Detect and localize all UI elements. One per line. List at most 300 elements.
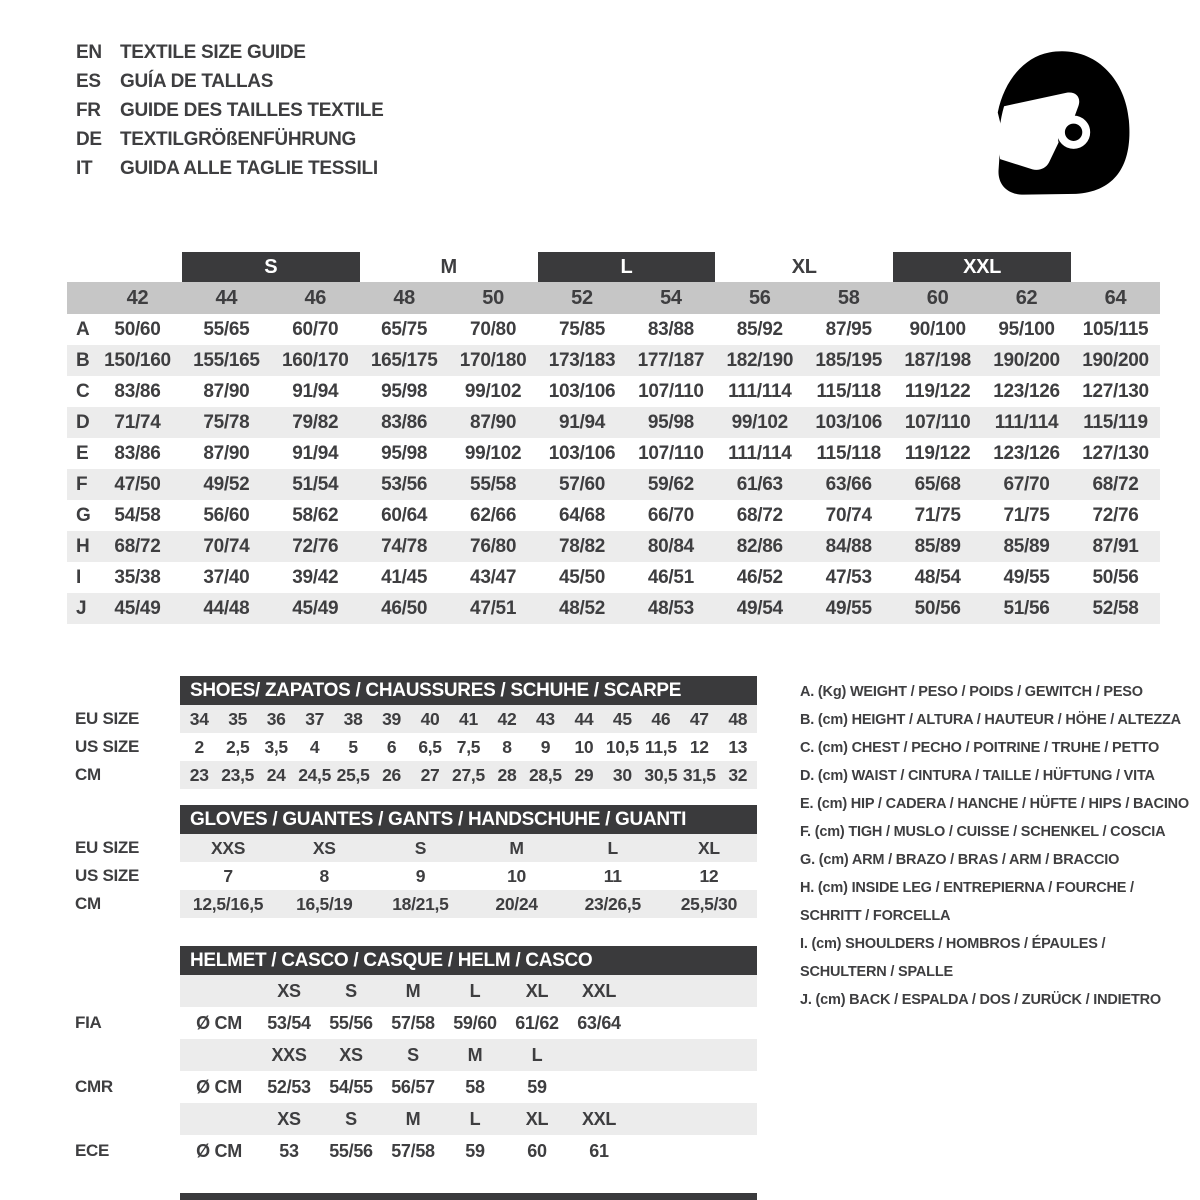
legend-i: I. (cm) SHOULDERS / HOMBROS / ÉPAULES /: [800, 936, 1106, 952]
value-cell: 76/80: [449, 531, 538, 562]
value-cell: 59: [527, 1077, 547, 1097]
language-row: [76, 67, 383, 96]
value-cell: 50/56: [1092, 566, 1139, 588]
value-cell: 30,5: [644, 765, 678, 785]
value-cell: 59/62: [626, 469, 715, 500]
spacer-cell: [1071, 252, 1160, 282]
guide-title: GUIDE DES TAILLES TEXTILE: [120, 100, 384, 121]
value-cell: 46/50: [360, 593, 449, 624]
size-cell: XS: [277, 1109, 301, 1129]
value-cell: 68/72: [736, 504, 783, 526]
helmet-value-row-ece: [75, 1135, 757, 1167]
value-cell: 64/68: [558, 504, 605, 526]
value-cell: 27: [420, 765, 440, 785]
standard-label: CMR: [75, 1077, 113, 1096]
size-group-m: M: [440, 255, 457, 278]
value-cell: 55/56: [329, 1013, 373, 1033]
value-cell: 79/82: [271, 407, 360, 438]
value-cell: XS: [312, 838, 336, 858]
value-cell: 70/74: [182, 531, 271, 562]
size-cell: XL: [525, 1109, 549, 1129]
size-cell: 46: [271, 282, 360, 314]
size-cell: L: [469, 1109, 481, 1129]
measure-row-i: [67, 562, 1160, 593]
helmet-size-row-cmr: [180, 1039, 757, 1071]
value-cell: 45/50: [558, 566, 605, 588]
language-row: [76, 125, 383, 154]
value-cell: 95/100: [998, 318, 1055, 340]
legend-i-cont: SCHULTERN / SPALLE: [800, 964, 953, 980]
value-cell: 53/56: [360, 469, 449, 500]
value-cell: 46: [651, 709, 671, 729]
value-cell: 115/119: [1071, 407, 1160, 438]
helmet-size-row-ece: [180, 1103, 757, 1135]
value-cell: 28,5: [528, 765, 562, 785]
value-cell: 45: [612, 709, 632, 729]
helmet-size-row-fia: [180, 975, 757, 1007]
value-cell: 47/50: [93, 469, 182, 500]
value-cell: 99/102: [715, 407, 804, 438]
gloves-row: [75, 862, 757, 890]
value-cell: 34: [189, 709, 209, 729]
size-cell: S: [345, 981, 357, 1001]
shoes-row: [75, 761, 757, 789]
size-cell: M: [405, 1109, 421, 1129]
measure-row-g: [67, 500, 1160, 531]
value-cell: 85/89: [893, 531, 982, 562]
value-cell: 44/48: [182, 593, 271, 624]
value-cell: 24,5: [298, 765, 332, 785]
value-cell: 119/122: [904, 380, 971, 402]
value-cell: 57/58: [391, 1013, 435, 1033]
value-cell: 35/38: [114, 566, 161, 588]
value-cell: 103/106: [548, 442, 616, 464]
value-cell: 49/55: [1003, 566, 1050, 588]
value-cell: 23/26,5: [584, 894, 641, 914]
row-label: US SIZE: [75, 737, 140, 756]
value-cell: 84/88: [804, 531, 893, 562]
row-label: CM: [75, 765, 101, 784]
value-cell: 63/66: [804, 469, 893, 500]
gloves-section-title: GLOVES / GUANTES / GANTS / HANDSCHUHE / GUANTI: [180, 805, 757, 834]
legend-b: B. (cm) HEIGHT / ALTURA / HAUTEUR / HÖHE / ALTEZZA: [800, 712, 1181, 728]
size-cell: M: [405, 981, 421, 1001]
helmet-value-row-cmr: [75, 1071, 757, 1103]
value-cell: 7,5: [456, 737, 481, 757]
size-cell: XXL: [581, 1109, 617, 1129]
row-letter: C: [76, 380, 90, 402]
value-cell: 57/60: [538, 469, 627, 500]
size-cell: XXL: [581, 981, 617, 1001]
value-cell: 46/51: [647, 566, 694, 588]
row-label: EU SIZE: [75, 709, 140, 728]
value-cell: 49/52: [182, 469, 271, 500]
value-cell: 123/126: [993, 380, 1060, 402]
value-cell: 61/63: [715, 469, 804, 500]
value-cell: 91/94: [292, 442, 339, 464]
value-cell: 18/21,5: [392, 894, 449, 914]
value-cell: 75/85: [558, 318, 605, 340]
value-cell: 48/54: [914, 566, 961, 588]
value-cell: 107/110: [638, 442, 704, 464]
diameter-cell: Ø CM: [196, 1013, 242, 1033]
value-cell: 2: [194, 737, 204, 757]
value-cell: 43/47: [470, 566, 517, 588]
value-cell: 23: [189, 765, 209, 785]
legend-h-cont: SCHRITT / FORCELLA: [800, 908, 951, 924]
value-cell: 91/94: [538, 407, 627, 438]
language-code: DE: [76, 129, 102, 150]
shoes-section-title: SHOES/ ZAPATOS / CHAUSSURES / SCHUHE / SCARPE: [180, 676, 757, 705]
size-cell: XL: [525, 981, 549, 1001]
value-cell: 28: [497, 765, 517, 785]
value-cell: 99/102: [464, 442, 522, 464]
diameter-cell: [180, 975, 258, 1007]
size-cell: 62: [982, 282, 1071, 314]
value-cell: 68/72: [93, 531, 182, 562]
value-cell: 9: [415, 866, 426, 886]
value-cell: 111/114: [728, 442, 792, 464]
value-cell: 78/82: [538, 531, 627, 562]
value-cell: 31,5: [682, 765, 716, 785]
value-cell: 95/98: [381, 380, 428, 402]
value-cell: 6,5: [418, 737, 442, 757]
size-cell: M: [467, 1045, 483, 1065]
value-cell: 54/55: [329, 1077, 373, 1097]
size-group-l: L: [538, 252, 716, 282]
measure-row-j: [67, 593, 1160, 624]
value-cell: 30: [612, 765, 632, 785]
value-cell: 87/91: [1071, 531, 1160, 562]
size-group-s: S: [182, 252, 360, 282]
value-cell: 50/56: [893, 593, 982, 624]
size-cell: 48: [360, 282, 449, 314]
shoes-row: [75, 705, 757, 733]
value-cell: 63/64: [577, 1013, 621, 1033]
racing-helmet-icon: [978, 36, 1136, 208]
diameter-cell: Ø CM: [196, 1077, 242, 1097]
value-cell: 44: [574, 709, 594, 729]
gloves-rows: [67, 834, 757, 918]
size-cell: 52: [538, 282, 627, 314]
measure-row-a: [67, 314, 1160, 345]
value-cell: 70/80: [470, 318, 517, 340]
row-label: US SIZE: [75, 866, 140, 885]
value-cell: 53/54: [267, 1013, 311, 1033]
language-code: EN: [76, 42, 102, 63]
legend-f: F. (cm) TIGH / MUSLO / CUISSE / SCHENKEL / COSCIA: [800, 824, 1166, 840]
value-cell: 103/106: [548, 380, 616, 402]
measure-row-c: [67, 376, 1160, 407]
value-cell: 58/62: [292, 504, 339, 526]
value-cell: 182/190: [715, 345, 804, 376]
value-cell: 3,5: [264, 737, 288, 757]
legend-a: A. (Kg) WEIGHT / PESO / POIDS / GEWITCH / PESO: [800, 684, 1143, 700]
shoes-row: [75, 733, 757, 761]
value-cell: 52/58: [1071, 593, 1160, 624]
value-cell: 61/62: [515, 1013, 559, 1033]
value-cell: 170/180: [449, 345, 538, 376]
measure-row-b: [67, 345, 1160, 376]
gloves-row: [75, 834, 757, 862]
legend-c: C. (cm) CHEST / PECHO / POITRINE / TRUHE / PETTO: [800, 740, 1160, 756]
value-cell: 27,5: [452, 765, 485, 785]
value-cell: 12: [699, 866, 719, 886]
value-cell: 190/200: [982, 345, 1071, 376]
size-cell: 56: [715, 282, 804, 314]
value-cell: 36: [266, 709, 286, 729]
language-code: FR: [76, 100, 101, 121]
value-cell: 85/92: [736, 318, 783, 340]
size-cell: S: [407, 1045, 419, 1065]
value-cell: 50/60: [114, 318, 161, 340]
value-cell: 39/42: [292, 566, 339, 588]
value-cell: 47/53: [825, 566, 872, 588]
guide-title: GUIDA ALLE TAGLIE TESSILI: [120, 158, 378, 179]
value-cell: 41: [459, 709, 478, 729]
size-cell: 54: [626, 282, 715, 314]
value-cell: 190/200: [1071, 345, 1160, 376]
diameter-cell: [180, 1103, 258, 1135]
value-cell: 127/130: [1082, 380, 1149, 402]
value-cell: 71/75: [1003, 504, 1050, 526]
value-cell: 37: [305, 709, 325, 729]
textile-size-table: [67, 252, 1160, 624]
row-letter: A: [76, 318, 90, 340]
value-cell: 52/53: [267, 1077, 311, 1097]
value-cell: 150/160: [93, 345, 182, 376]
value-cell: 10: [507, 866, 526, 886]
legend-e: E. (cm) HIP / CADERA / HANCHE / HÜFTE / HIPS / BACINO: [800, 796, 1189, 812]
value-cell: 5: [348, 737, 358, 757]
value-cell: 11: [603, 866, 622, 886]
value-cell: 99/102: [464, 380, 522, 402]
size-cell: 64: [1071, 282, 1160, 314]
value-cell: 40: [420, 709, 440, 729]
value-cell: 95/98: [626, 407, 715, 438]
value-cell: 41/45: [381, 566, 428, 588]
row-letter: G: [76, 504, 91, 526]
value-cell: 56/57: [391, 1077, 435, 1097]
value-cell: 46/52: [736, 566, 783, 588]
value-cell: 185/195: [804, 345, 893, 376]
value-cell: 54/58: [114, 504, 161, 526]
value-cell: 48/52: [538, 593, 627, 624]
value-cell: 59/60: [453, 1013, 497, 1033]
value-cell: 83/86: [360, 407, 449, 438]
value-cell: 49/54: [715, 593, 804, 624]
value-cell: 85/89: [982, 531, 1071, 562]
value-cell: 43: [535, 709, 555, 729]
value-cell: 127/130: [1082, 442, 1149, 464]
helmet-section: [67, 946, 757, 1167]
row-letter: E: [76, 442, 89, 464]
spacer-cell: [67, 282, 93, 314]
measure-row-f: [67, 469, 1160, 500]
value-cell: 29: [574, 765, 594, 785]
value-cell: 11,5: [644, 737, 677, 757]
value-cell: 55/65: [203, 318, 250, 340]
cropped-next-section-bar: [180, 1193, 757, 1200]
value-cell: 24: [266, 765, 286, 785]
size-cell: XS: [277, 981, 301, 1001]
value-cell: 57/58: [391, 1141, 435, 1161]
value-cell: 74/78: [360, 531, 449, 562]
size-cell: 60: [893, 282, 982, 314]
value-cell: [568, 1071, 630, 1103]
value-cell: 80/84: [626, 531, 715, 562]
value-cell: 13: [728, 737, 748, 757]
guide-title: GUÍA DE TALLAS: [120, 71, 274, 92]
value-cell: 55/58: [449, 469, 538, 500]
shoes-rows: [67, 705, 757, 789]
value-cell: 83/86: [114, 442, 161, 464]
value-cell: 87/95: [825, 318, 872, 340]
value-cell: 61: [589, 1141, 609, 1161]
value-cell: 9: [540, 737, 551, 757]
size-group-xxl: XXL: [893, 252, 1071, 282]
value-cell: 90/100: [909, 318, 966, 340]
value-cell: 72/76: [271, 531, 360, 562]
value-cell: 26: [382, 765, 401, 785]
size-group-row: [67, 252, 1160, 282]
row-label: CM: [75, 894, 101, 913]
value-cell: 107/110: [638, 380, 704, 402]
value-cell: 60: [527, 1141, 547, 1161]
value-cell: 65/75: [381, 318, 428, 340]
value-cell: 48: [728, 709, 748, 729]
value-cell: S: [414, 838, 427, 858]
value-cell: M: [509, 838, 524, 858]
value-cell: 47/51: [449, 593, 538, 624]
language-row: [76, 154, 383, 183]
language-code: ES: [76, 71, 101, 92]
value-cell: 20/24: [495, 894, 538, 914]
value-cell: 42: [497, 709, 517, 729]
gloves-section: [67, 805, 757, 918]
value-cell: 8: [319, 866, 329, 886]
helmet-rows: [67, 975, 757, 1167]
value-cell: 25,5: [336, 765, 370, 785]
guide-title: TEXTILE SIZE GUIDE: [120, 42, 306, 63]
row-letter: B: [67, 345, 93, 376]
value-cell: 75/78: [182, 407, 271, 438]
legend: [800, 678, 1190, 1014]
value-cell: XXS: [211, 838, 246, 858]
value-cell: 72/76: [1092, 504, 1139, 526]
language-list: [76, 38, 383, 183]
value-cell: 60/70: [292, 318, 339, 340]
value-cell: 95/98: [381, 442, 428, 464]
size-cell: L: [469, 981, 481, 1001]
value-cell: 91/94: [292, 380, 339, 402]
value-cell: 32: [728, 765, 748, 785]
size-cell: 42: [93, 282, 182, 314]
value-cell: 111/114: [982, 407, 1071, 438]
legend-h: H. (cm) INSIDE LEG / ENTREPIERNA / FOURCHE /: [800, 880, 1134, 896]
value-cell: 6: [386, 737, 397, 757]
language-row: [76, 96, 383, 125]
value-cell: 2,5: [225, 737, 250, 757]
value-cell: 111/114: [728, 380, 792, 402]
value-cell: 47: [689, 709, 709, 729]
helmet-section-title: HELMET / CASCO / CASQUE / HELM / CASCO: [180, 946, 757, 975]
row-label: EU SIZE: [75, 838, 140, 857]
row-letter: F: [67, 469, 93, 500]
value-cell: 105/115: [1082, 318, 1149, 340]
legend-g: G. (cm) ARM / BRAZO / BRAS / ARM / BRACCIO: [800, 852, 1120, 868]
row-letter: J: [67, 593, 93, 624]
value-cell: 165/175: [360, 345, 449, 376]
language-row: [76, 38, 383, 67]
value-cell: 60/64: [381, 504, 428, 526]
value-cell: XL: [698, 838, 720, 858]
value-cell: 12: [689, 737, 709, 757]
size-cell: 44: [182, 282, 271, 314]
value-cell: 115/118: [816, 380, 881, 402]
value-cell: 38: [343, 709, 363, 729]
value-cell: 55/56: [329, 1141, 373, 1161]
value-cell: 49/55: [804, 593, 893, 624]
size-number-row: [67, 282, 1160, 314]
value-cell: 37/40: [203, 566, 250, 588]
measure-row-e: [67, 438, 1160, 469]
value-cell: L: [607, 838, 618, 858]
size-cell: XXS: [271, 1045, 307, 1065]
value-cell: 87/90: [203, 442, 250, 464]
value-cell: 177/187: [626, 345, 715, 376]
size-cell: 50: [449, 282, 538, 314]
value-cell: 160/170: [271, 345, 360, 376]
value-cell: 16,5/19: [296, 894, 353, 914]
value-cell: 103/106: [804, 407, 893, 438]
value-cell: 35: [228, 709, 248, 729]
value-cell: 10,5: [605, 737, 639, 757]
row-letter: I: [76, 566, 81, 588]
value-cell: 155/165: [182, 345, 271, 376]
value-cell: 23,5: [221, 765, 255, 785]
value-cell: 87/90: [203, 380, 250, 402]
value-cell: 71/74: [93, 407, 182, 438]
value-cell: 83/88: [647, 318, 694, 340]
language-code: IT: [76, 158, 93, 179]
standard-label: FIA: [75, 1013, 102, 1032]
standard-label: ECE: [75, 1141, 110, 1160]
value-cell: 107/110: [893, 407, 982, 438]
value-cell: 4: [309, 737, 320, 757]
gloves-row: [75, 890, 757, 918]
value-cell: 67/70: [982, 469, 1071, 500]
size-cell: XS: [339, 1045, 363, 1065]
size-cell: L: [531, 1045, 543, 1065]
value-cell: 68/72: [1071, 469, 1160, 500]
size-cell: S: [345, 1109, 357, 1129]
value-cell: 59: [465, 1141, 485, 1161]
row-letter: H: [67, 531, 93, 562]
value-cell: 173/183: [538, 345, 627, 376]
value-cell: 83/86: [114, 380, 161, 402]
value-cell: 7: [223, 866, 233, 886]
value-cell: 70/74: [825, 504, 872, 526]
value-cell: 51/54: [271, 469, 360, 500]
value-cell: 45/49: [93, 593, 182, 624]
value-cell: 39: [382, 709, 401, 729]
shoes-section: [67, 676, 757, 789]
size-cell: [568, 1039, 630, 1071]
measure-row-d: [67, 407, 1160, 438]
value-cell: 82/86: [715, 531, 804, 562]
textile-table-body: [67, 252, 1160, 624]
